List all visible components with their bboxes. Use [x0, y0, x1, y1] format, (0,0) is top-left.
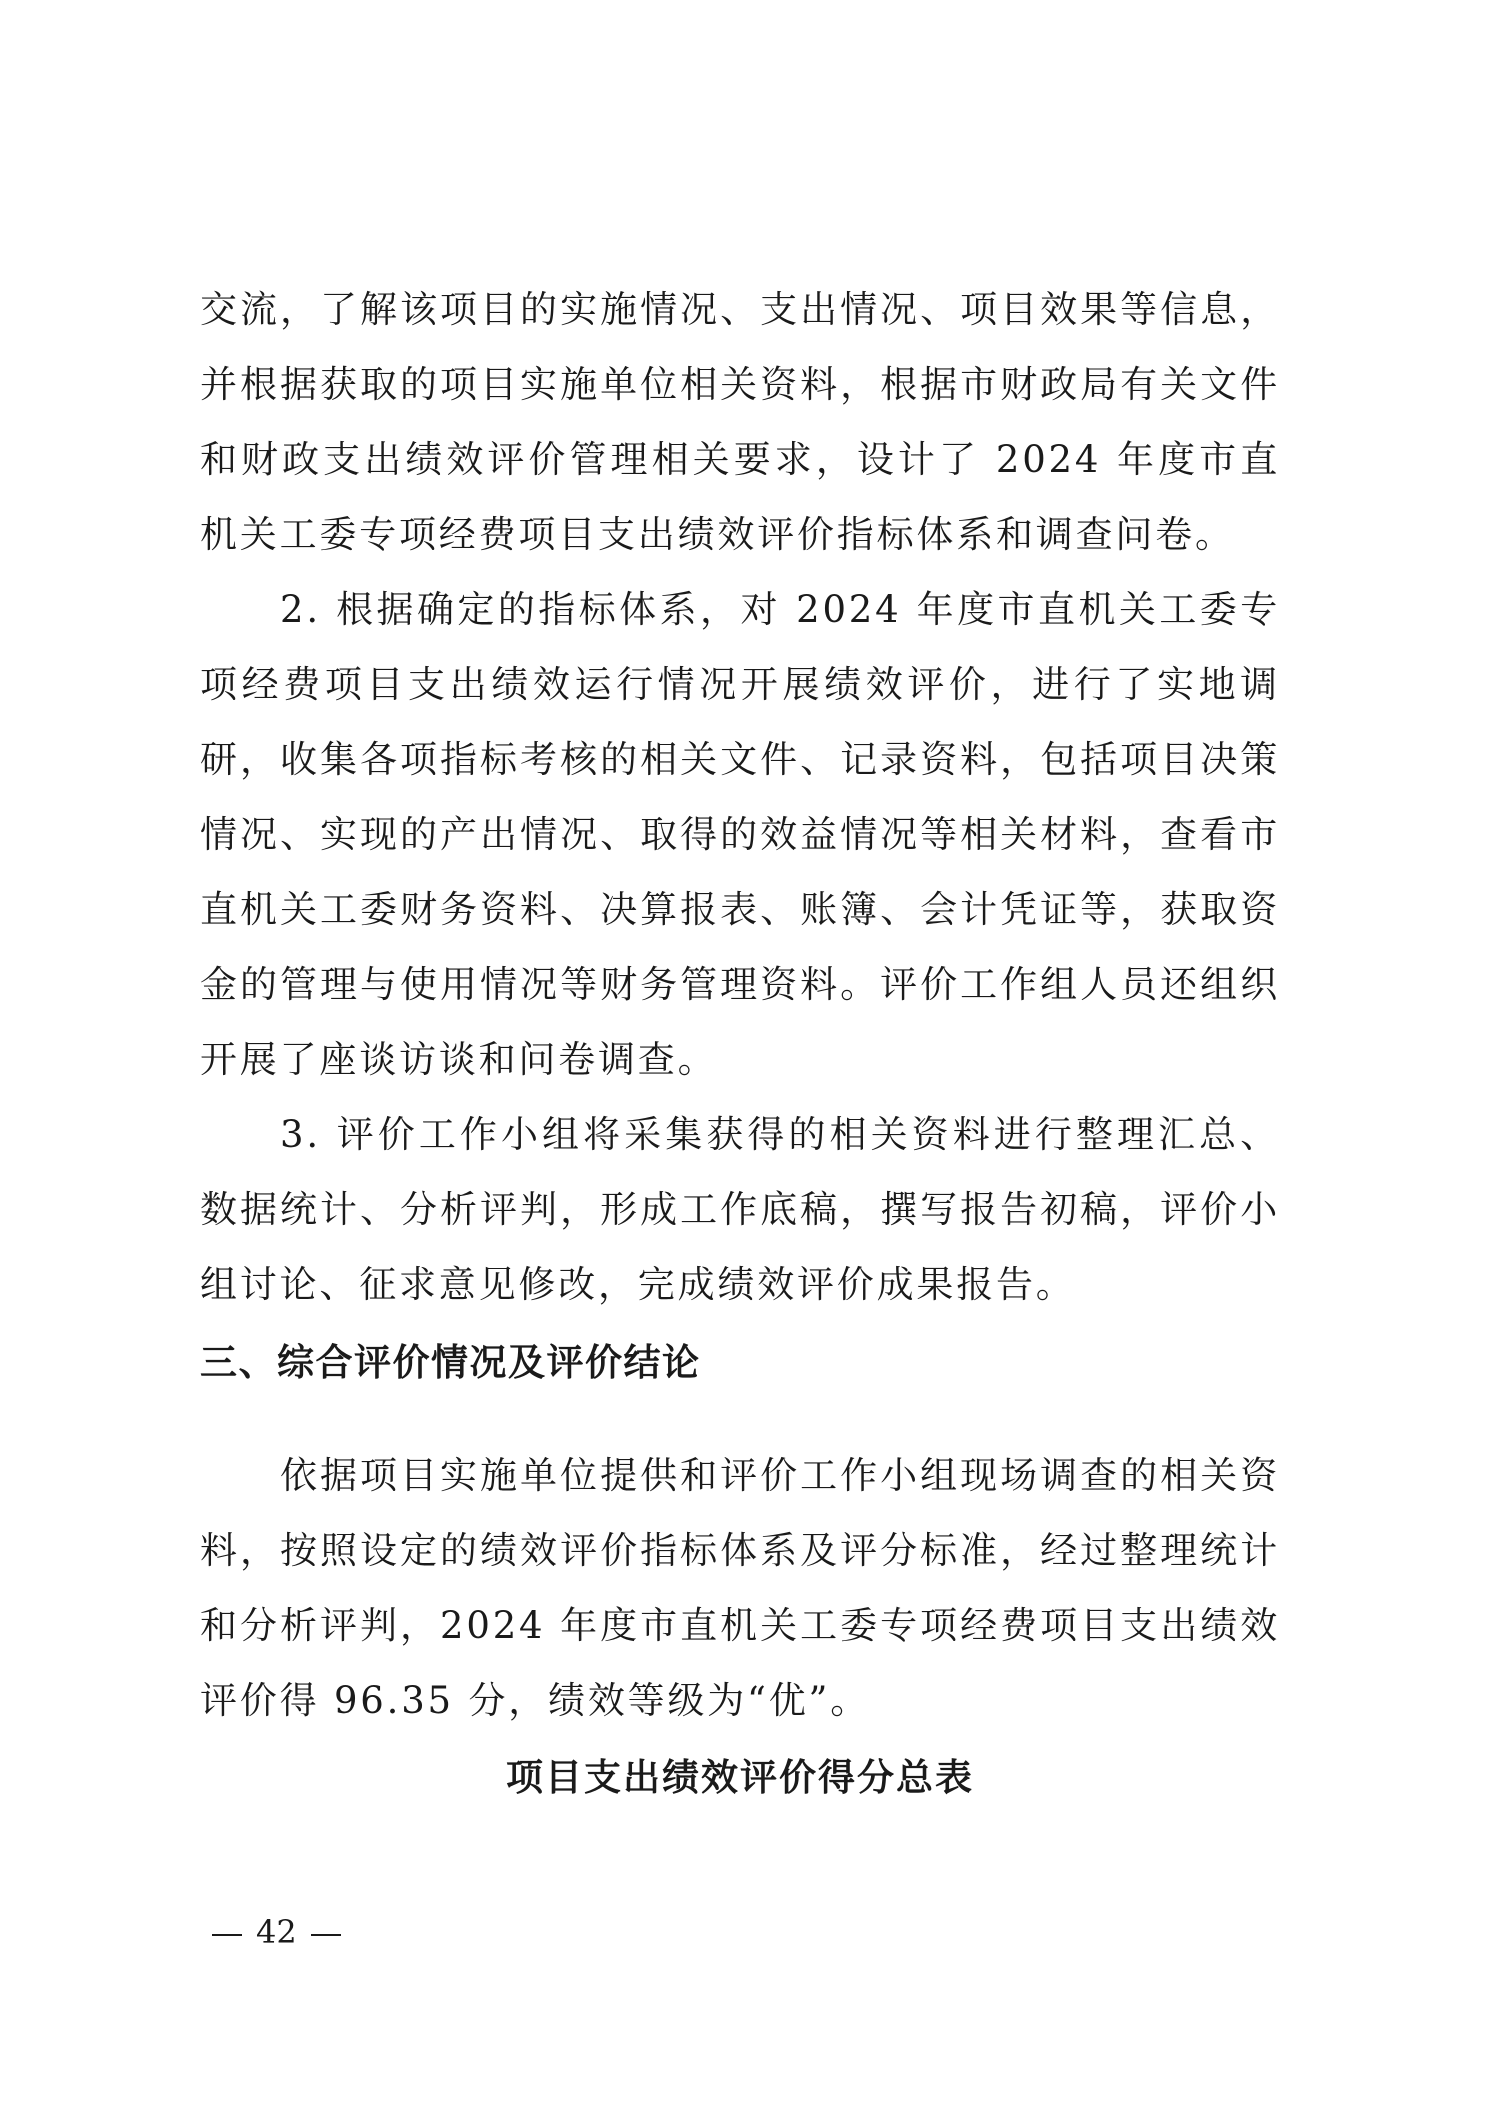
- section-heading: 三、综合评价情况及评价结论: [200, 1341, 701, 1384]
- left-dash: [212, 1934, 242, 1936]
- paragraph-step-3: 3. 评价工作小组将采集获得的相关资料进行整理汇总、数据统计、分析评判，形成工作底稿，撰写报告初稿，评价小组讨论、征求意见修改，完成绩效评价成果报告。: [200, 1113, 1280, 1306]
- paragraph-survey-design: 交流，了解该项目的实施情况、支出情况、项目效果等信息，并根据获取的项目实施单位相关资料，根据市财政局有关文件和财政支出绩效评价管理相关要求，设计了 2024 年度市直机关工委专项经费项目支出绩效评价指标体系和调查问卷。: [200, 288, 1280, 556]
- right-dash: [311, 1934, 341, 1936]
- page-number: 42: [256, 1913, 297, 1951]
- page-content: [200, 272, 1280, 1815]
- table-caption: 项目支出绩效评价得分总表: [506, 1755, 974, 1799]
- page-footer: [198, 1912, 355, 1952]
- paragraph-evaluation-conclusion: 依据项目实施单位提供和评价工作小组现场调查的相关资料，按照设定的绩效评价指标体系及评分标准，经过整理统计和分析评判，2024 年度市直机关工委专项经费项目支出绩效评价得 96.35 分，绩效等级为“优”。: [200, 1454, 1280, 1722]
- paragraph-step-2: 2. 根据确定的指标体系，对 2024 年度市直机关工委专项经费项目支出绩效运行情况开展绩效评价，进行了实地调研，收集各项指标考核的相关文件、记录资料，包括项目决策情况、实现的产出情况、取得的效益情况等相关材料，查看市直机关工委财务资料、决算报表、账簿、会计凭证等，获取资金的管理与使用情况等财务管理资料。评价工作组人员还组织开展了座谈访谈和问卷调查。: [200, 588, 1280, 1081]
